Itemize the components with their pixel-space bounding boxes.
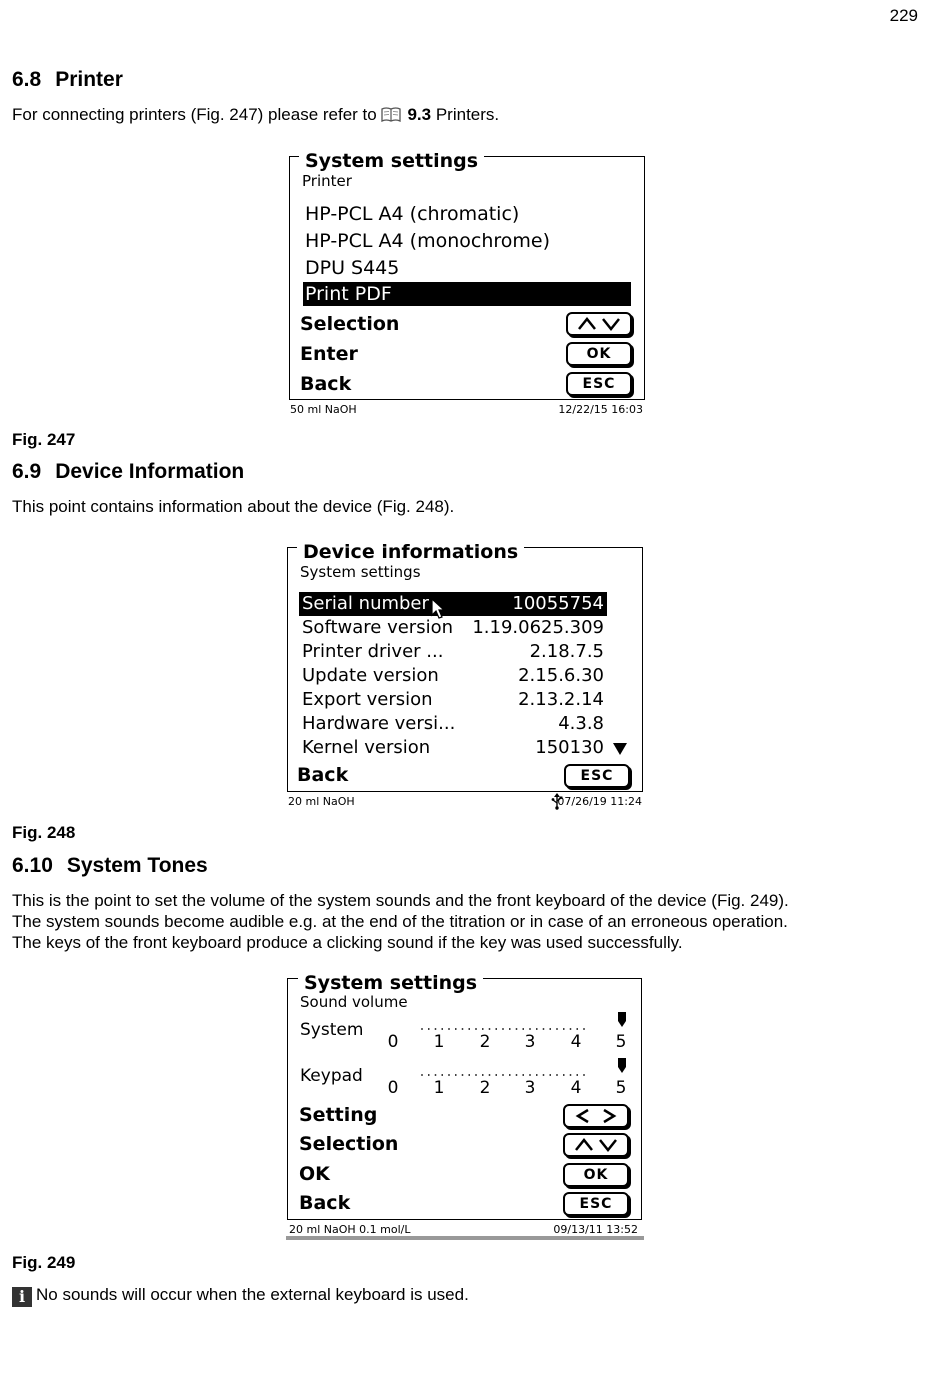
mouse-cursor-icon xyxy=(431,598,445,620)
device-info-screen xyxy=(287,540,645,812)
scale-tick: 1 xyxy=(433,1078,445,1098)
info-value: 1.19.0625.309 xyxy=(472,617,604,638)
printer-paragraph xyxy=(12,104,499,125)
info-value: 2.13.2.14 xyxy=(518,689,604,710)
softkey-label: Selection xyxy=(299,1133,399,1155)
info-label: Export version xyxy=(302,689,433,710)
scale-tick: 5 xyxy=(615,1032,627,1052)
info-value: 150130 xyxy=(535,737,604,758)
printer-option[interactable]: DPU S445 xyxy=(305,257,400,279)
scale-tick: 4 xyxy=(570,1032,582,1052)
scale-tick: 1 xyxy=(433,1032,445,1052)
paragraph-line: The keys of the front keyboard produce a clicking sound if the key was used successfully. xyxy=(12,933,683,952)
sound-volume-screen xyxy=(286,970,646,1242)
info-label: Serial number xyxy=(302,593,429,614)
system-volume-slider[interactable] xyxy=(386,1010,626,1054)
scale-tick: 3 xyxy=(524,1078,536,1098)
slider-handle[interactable] xyxy=(617,1058,627,1074)
softkey-label: Enter xyxy=(300,343,358,365)
slider-handle[interactable] xyxy=(617,1012,627,1028)
softkey-label: Setting xyxy=(299,1104,378,1126)
info-row-selected[interactable] xyxy=(299,592,607,616)
up-down-arrows-icon xyxy=(568,1135,624,1155)
esc-key[interactable]: ESC xyxy=(566,372,632,396)
status-left: 50 ml NaOH xyxy=(290,403,357,416)
slider-label: Keypad xyxy=(300,1066,363,1086)
paragraph-text: Printers. xyxy=(435,105,500,124)
screen-subtitle: Printer xyxy=(302,172,352,190)
page-number: 229 xyxy=(889,6,918,25)
scale-tick: 5 xyxy=(615,1078,627,1098)
device-info-paragraph: This point contains information about the device (Fig. 248). xyxy=(12,497,455,516)
info-label: Update version xyxy=(302,665,439,686)
paragraph-line: This is the point to set the volume of the system sounds and the front keyboard of the device (Fig. 249). xyxy=(12,891,789,910)
setting-key[interactable] xyxy=(563,1104,629,1128)
figure-caption: Fig. 249 xyxy=(12,1253,76,1272)
info-row[interactable] xyxy=(299,712,607,736)
note xyxy=(12,1284,469,1307)
info-row[interactable] xyxy=(299,616,607,640)
printer-option-selected[interactable]: Print PDF xyxy=(303,282,631,306)
section-heading-system-tones xyxy=(12,854,208,878)
keypad-volume-slider[interactable] xyxy=(386,1056,626,1100)
printer-option[interactable]: HP-PCL A4 (monochrome) xyxy=(305,230,550,252)
info-label: Hardware versi... xyxy=(302,713,456,734)
screen-title: System settings xyxy=(298,972,483,994)
info-row[interactable] xyxy=(299,640,607,664)
softkey-label: OK xyxy=(299,1163,330,1185)
section-title: System Tones xyxy=(66,854,208,877)
scale-tick: 4 xyxy=(570,1078,582,1098)
slider-track xyxy=(386,1072,626,1078)
left-right-arrows-icon xyxy=(568,1106,624,1126)
screen-title: Device informations xyxy=(297,541,524,563)
status-left: 20 ml NaOH 0.1 mol/L xyxy=(289,1223,411,1236)
paragraph-line: The system sounds become audible e.g. at the end of the titration or in case of an erroneous operation. xyxy=(12,912,788,931)
scale-tick: 2 xyxy=(479,1078,491,1098)
info-label: Printer driver ... xyxy=(302,641,444,662)
screen-bottom-bar xyxy=(286,1236,644,1240)
paragraph-text: For connecting printers (Fig. 247) please refer to xyxy=(12,105,377,124)
softkey-label: Back xyxy=(299,1192,351,1214)
info-label: Software version xyxy=(302,617,453,638)
info-value: 2.15.6.30 xyxy=(518,665,604,686)
up-down-arrows-icon xyxy=(571,314,627,334)
status-left: 20 ml NaOH xyxy=(288,795,355,808)
status-datetime: 07/26/19 11:24 xyxy=(557,795,642,808)
info-icon: i xyxy=(12,1287,32,1307)
book-icon xyxy=(381,107,401,122)
system-tones-paragraph xyxy=(12,890,789,953)
scroll-down-arrow-icon[interactable] xyxy=(612,742,628,756)
esc-key[interactable]: ESC xyxy=(564,764,630,788)
note-text: No sounds will occur when the external keyboard is used. xyxy=(36,1285,469,1304)
section-title: Device Information xyxy=(55,460,245,483)
softkey-label: Selection xyxy=(300,313,400,335)
info-row[interactable] xyxy=(299,688,607,712)
printer-settings-screen xyxy=(289,148,646,420)
section-number: 6.8 xyxy=(12,68,42,91)
status-datetime: 12/22/15 16:03 xyxy=(558,403,643,416)
screen-subtitle: System settings xyxy=(300,563,421,581)
esc-key[interactable]: ESC xyxy=(563,1192,629,1216)
slider-track xyxy=(386,1026,626,1032)
printer-option[interactable]: HP-PCL A4 (chromatic) xyxy=(305,203,520,225)
info-value: 10055754 xyxy=(512,593,604,614)
ok-key[interactable]: OK xyxy=(566,342,632,366)
section-title: Printer xyxy=(55,68,123,91)
scale-tick: 2 xyxy=(479,1032,491,1052)
section-heading-device-information xyxy=(12,460,244,484)
reference-link[interactable]: 9.3 xyxy=(407,105,432,124)
section-heading-printer xyxy=(12,68,123,92)
info-value: 4.3.8 xyxy=(558,713,604,734)
ok-key[interactable]: OK xyxy=(563,1163,629,1187)
figure-caption: Fig. 248 xyxy=(12,823,76,842)
info-row[interactable] xyxy=(299,736,607,760)
info-row[interactable] xyxy=(299,664,607,688)
info-label: Kernel version xyxy=(302,737,431,758)
selection-key[interactable] xyxy=(566,312,632,336)
screen-subtitle: Sound volume xyxy=(300,993,408,1011)
screen-title: System settings xyxy=(299,150,484,172)
status-datetime: 09/13/11 13:52 xyxy=(553,1223,638,1236)
section-number: 6.9 xyxy=(12,460,42,483)
section-number: 6.10 xyxy=(12,854,53,877)
scale-tick: 0 xyxy=(387,1032,399,1052)
figure-caption: Fig. 247 xyxy=(12,430,76,449)
selection-key[interactable] xyxy=(563,1133,629,1157)
softkey-label: Back xyxy=(300,373,352,395)
info-value: 2.18.7.5 xyxy=(529,641,604,662)
scale-tick: 3 xyxy=(524,1032,536,1052)
softkey-label: Back xyxy=(297,764,349,786)
slider-label: System xyxy=(300,1020,364,1040)
scale-tick: 0 xyxy=(387,1078,399,1098)
